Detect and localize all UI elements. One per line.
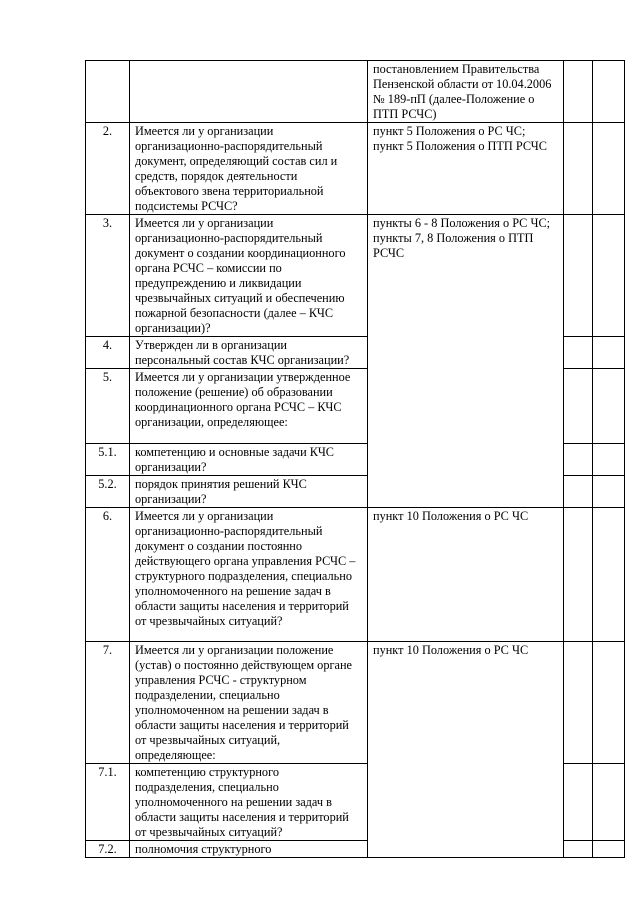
answer-cell-no[interactable]	[593, 61, 625, 123]
table-row	[86, 123, 625, 215]
question-cell	[130, 61, 368, 123]
answer-cell-no[interactable]	[593, 476, 625, 508]
reference-cell: пункт 5 Положения о РС ЧС; пункт 5 Положения о ПТП РСЧС	[368, 123, 564, 215]
question-cell: компетенцию и основные задачи КЧС организации?	[130, 444, 368, 476]
answer-cell-yes[interactable]	[564, 337, 593, 369]
row-number: 7.	[86, 642, 130, 764]
row-number: 7.2.	[86, 841, 130, 858]
question-cell: Имеется ли у организации положение (устав) о постоянно действующем органе управления РСЧС - структурном подразделении, специально уполномоченном на решении задач в области защиты населения и территорий от чрезвычайных ситуаций, определяющее:	[130, 642, 368, 764]
reference-cell: пункт 10 Положения о РС ЧС	[368, 642, 564, 858]
answer-cell-yes[interactable]	[564, 61, 593, 123]
answer-cell-yes[interactable]	[564, 508, 593, 642]
row-number: 5.2.	[86, 476, 130, 508]
answer-cell-yes[interactable]	[564, 764, 593, 841]
question-cell: Имеется ли у организации организационно-распорядительный документ, определяющий состав сил и средств, порядок деятельности объектового звена территориальной подсистемы РСЧС?	[130, 123, 368, 215]
question-cell: Утвержден ли в организации персональный состав КЧС организации?	[130, 337, 368, 369]
answer-cell-no[interactable]	[593, 215, 625, 337]
answer-cell-no[interactable]	[593, 508, 625, 642]
reference-cell: пункты 6 - 8 Положения о РС ЧС; пункты 7, 8 Положения о ПТП РСЧС	[368, 215, 564, 508]
row-number: 6.	[86, 508, 130, 642]
table-row	[86, 61, 625, 123]
answer-cell-no[interactable]	[593, 764, 625, 841]
row-number: 5.1.	[86, 444, 130, 476]
answer-cell-yes[interactable]	[564, 642, 593, 764]
row-number: 7.1.	[86, 764, 130, 841]
answer-cell-no[interactable]	[593, 369, 625, 444]
answer-cell-yes[interactable]	[564, 123, 593, 215]
checklist-table	[85, 60, 625, 858]
question-cell: Имеется ли у организации организационно-распорядительный документ о создании постоянно действующего органа управления РСЧС – структурного подразделения, специально уполномоченного на решение задач в области защиты населения и территорий от чрезвычайных ситуаций?	[130, 508, 368, 642]
answer-cell-yes[interactable]	[564, 476, 593, 508]
answer-cell-no[interactable]	[593, 642, 625, 764]
question-cell: порядок принятия решений КЧС организации?	[130, 476, 368, 508]
table-row	[86, 215, 625, 337]
row-number: 5.	[86, 369, 130, 444]
answer-cell-no[interactable]	[593, 841, 625, 858]
answer-cell-no[interactable]	[593, 123, 625, 215]
question-cell: Имеется ли у организации утвержденное положение (решение) об образовании координационного органа РСЧС – КЧС организации, определяющее:	[130, 369, 368, 444]
row-number	[86, 61, 130, 123]
table-row	[86, 642, 625, 764]
row-number: 2.	[86, 123, 130, 215]
row-number: 3.	[86, 215, 130, 337]
answer-cell-yes[interactable]	[564, 444, 593, 476]
answer-cell-yes[interactable]	[564, 841, 593, 858]
answer-cell-no[interactable]	[593, 337, 625, 369]
reference-cell: постановлением Правительства Пензенской области от 10.04.2006 № 189-пП (далее-Положение о ПТП РСЧС)	[368, 61, 564, 123]
table-row	[86, 508, 625, 642]
answer-cell-yes[interactable]	[564, 215, 593, 337]
question-cell: Имеется ли у организации организационно-распорядительный документ о создании координационного органа РСЧС – комиссии по предупреждению и ликвидации чрезвычайных ситуаций и обеспечению пожарной безопасности (далее – КЧС организации)?	[130, 215, 368, 337]
row-number: 4.	[86, 337, 130, 369]
question-cell: компетенцию структурного подразделения, специально уполномоченного на решении задач в области защиты населения и территорий от чрезвычайных ситуаций?	[130, 764, 368, 841]
answer-cell-yes[interactable]	[564, 369, 593, 444]
answer-cell-no[interactable]	[593, 444, 625, 476]
reference-cell: пункт 10 Положения о РС ЧС	[368, 508, 564, 642]
question-cell: полномочия структурного	[130, 841, 368, 858]
